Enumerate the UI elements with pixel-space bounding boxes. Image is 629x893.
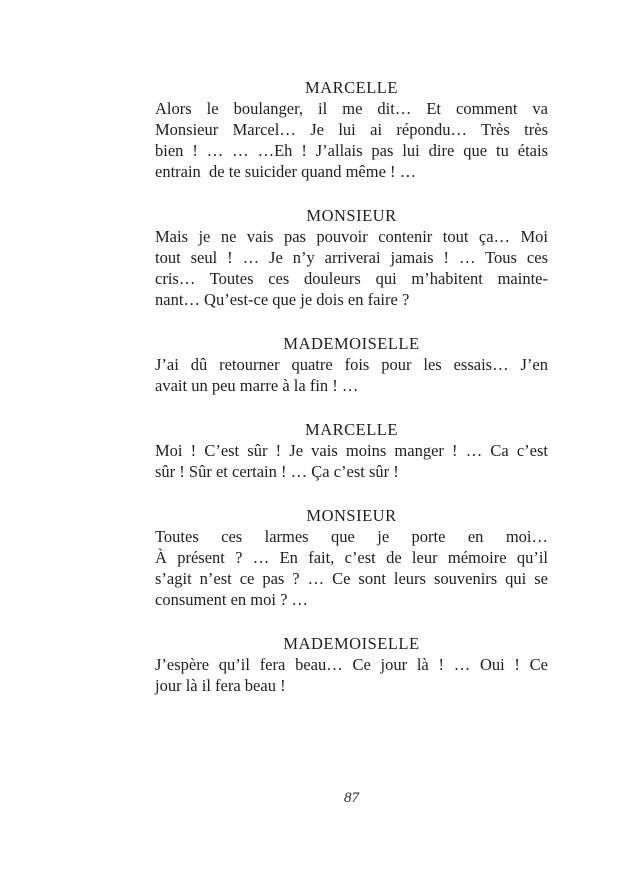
dialogue-line: nant… Qu’est-ce que je dois en faire ? <box>155 290 410 309</box>
dialogue-line: entrain de te suicider quand même ! … <box>155 162 417 181</box>
speaker-heading: MARCELLE <box>305 78 398 97</box>
dialogue-line: Moi ! C’est sûr ! Je vais moins manger ! … Ca c’est <box>155 441 548 460</box>
dialogue-line: À présent ? … En fait, c’est de leur mémoire qu’il <box>155 548 548 567</box>
dialogue-line: Toutes ces larmes que je porte en moi… <box>155 527 548 546</box>
dialogue-line: J’espère qu’il fera beau… Ce jour là ! … Oui ! Ce <box>155 655 548 674</box>
dialogue-line: J’ai dû retourner quatre fois pour les essais… J’en <box>155 355 548 374</box>
speaker-heading: MONSIEUR <box>306 206 397 225</box>
dialogue-line: cris… Toutes ces douleurs qui m’habitent mainte- <box>155 269 548 288</box>
speaker-heading: MADEMOISELLE <box>283 634 420 653</box>
dialogue-line: tout seul ! … Je n’y arriverai jamais ! … Tous ces <box>155 248 548 267</box>
dialogue-block <box>155 419 548 482</box>
speaker-heading: MONSIEUR <box>306 506 397 525</box>
dialogue-block <box>155 633 548 696</box>
dialogue-line: bien ! … … …Eh ! J’allais pas lui dire que tu étais <box>155 141 548 160</box>
dialogue-line: avait un peu marre à la fin ! … <box>155 376 359 395</box>
dialogue-line: Alors le boulanger, il me dit… Et comment va <box>155 99 548 118</box>
dialogue-line: Mais je ne vais pas pouvoir contenir tout ça… Moi <box>155 227 548 246</box>
dialogue-block <box>155 77 548 182</box>
dialogue-line: sûr ! Sûr et certain ! … Ça c’est sûr ! <box>155 462 399 481</box>
dialogue-text-column <box>155 77 548 719</box>
dialogue-block <box>155 205 548 310</box>
dialogue-line: jour là il fera beau ! <box>155 676 286 695</box>
speaker-heading: MARCELLE <box>305 420 398 439</box>
dialogue-line: s’agit n’est ce pas ? … Ce sont leurs souvenirs qui se <box>155 569 548 588</box>
speaker-heading: MADEMOISELLE <box>283 334 420 353</box>
page-number: 87 <box>344 790 359 806</box>
dialogue-block <box>155 333 548 396</box>
dialogue-block <box>155 505 548 610</box>
dialogue-line: consument en moi ? … <box>155 590 309 609</box>
dialogue-line: Monsieur Marcel… Je lui ai répondu… Très très <box>155 120 548 139</box>
